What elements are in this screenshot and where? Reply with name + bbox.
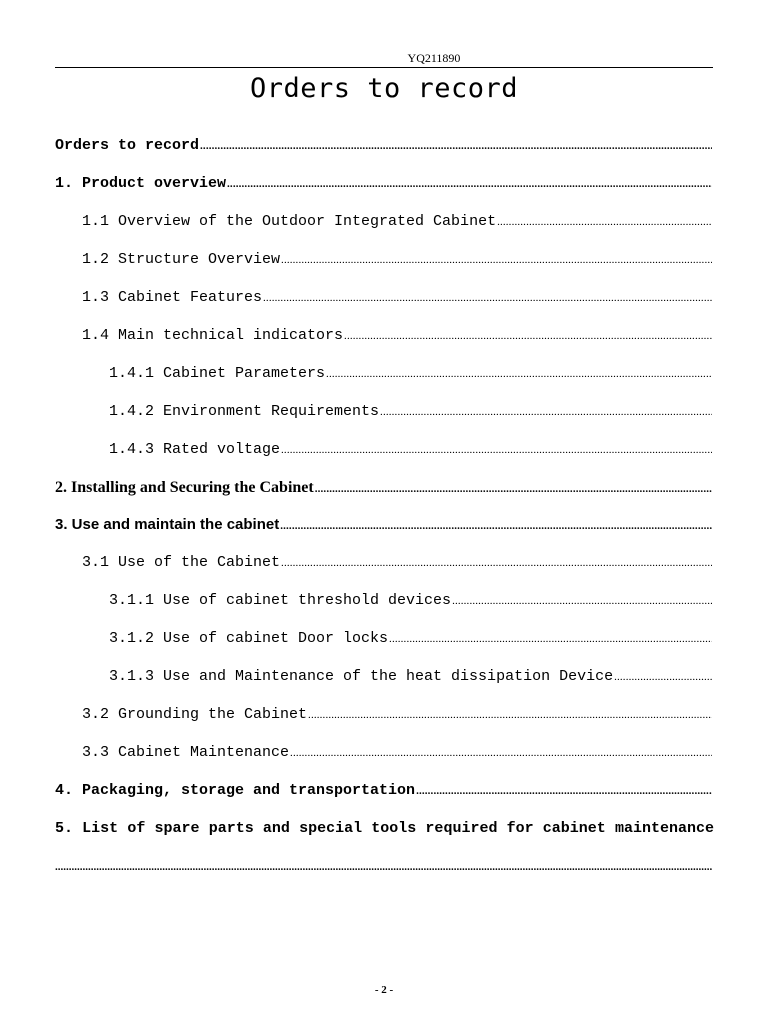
toc-dot-leader — [389, 628, 712, 650]
toc-entry-3-1[interactable] — [82, 552, 712, 574]
toc-entry-1-4-1[interactable] — [109, 363, 712, 385]
toc-dot-leader — [227, 173, 712, 195]
toc-dot-leader — [614, 666, 712, 688]
toc-entry-3-1-2[interactable] — [109, 628, 712, 650]
page-title: Orders to record — [249, 73, 519, 104]
toc-entry-label: 3.2 Grounding the Cabinet — [82, 706, 308, 723]
toc-entry-label: 3. Use and maintain the cabinet — [55, 516, 280, 533]
toc-entry-label: 1.4.1 Cabinet Parameters — [109, 365, 326, 382]
toc-entry-label: 1.2 Structure Overview — [82, 251, 281, 268]
toc-dot-leader — [263, 287, 712, 309]
toc-dot-leader — [281, 439, 712, 461]
toc-entry-1-1[interactable] — [82, 211, 712, 233]
toc-dot-leader — [290, 742, 712, 764]
toc-entry-label: 1.3 Cabinet Features — [82, 289, 263, 306]
toc-dot-leader — [416, 780, 712, 802]
toc-entry-installing-cabinet[interactable] — [55, 477, 712, 499]
toc-dot-leader — [281, 249, 712, 271]
toc-entry-label: 1.4.3 Rated voltage — [109, 441, 281, 458]
toc-entry-1-4[interactable] — [82, 325, 712, 347]
page-number: - 2 - — [374, 984, 394, 996]
toc-entry-1-4-3[interactable] — [109, 439, 712, 461]
toc-entry-label: 3.1.1 Use of cabinet threshold devices — [109, 592, 452, 609]
toc-dot-leader — [281, 552, 712, 574]
toc-entry-1-4-2[interactable] — [109, 401, 712, 423]
toc-dot-leader — [326, 363, 712, 385]
toc-entry-label: 3.1.3 Use and Maintenance of the heat dissipation Device — [109, 668, 614, 685]
toc-dot-leader — [280, 515, 712, 537]
toc-entry-label: Orders to record — [55, 137, 200, 154]
toc-dot-leader — [308, 704, 712, 726]
document-code: YQ211890 — [407, 51, 461, 65]
toc-entry-label: 1.4 Main technical indicators — [82, 327, 344, 344]
toc-entry-3-2[interactable] — [82, 704, 712, 726]
toc-entry-1-2[interactable] — [82, 249, 712, 271]
header-rule — [55, 67, 713, 68]
toc-dot-leader — [200, 135, 712, 157]
toc-entry-label: 3.1 Use of the Cabinet — [82, 554, 281, 571]
toc-entry-label: 2. Installing and Securing the Cabinet — [55, 479, 314, 496]
toc-dot-leader — [452, 590, 712, 612]
toc-dot-leader — [315, 478, 712, 500]
toc-entry-label: 1.1 Overview of the Outdoor Integrated Cabinet — [82, 213, 497, 230]
toc-entry-3-1-1[interactable] — [109, 590, 712, 612]
toc-entry-packaging[interactable] — [55, 780, 712, 802]
toc-entry-label: 3.3 Cabinet Maintenance — [82, 744, 290, 761]
toc-dot-leader — [497, 211, 712, 233]
toc-dot-leader — [55, 856, 712, 878]
toc-entry-use-and-maintain[interactable] — [55, 514, 712, 536]
toc-dot-leader — [344, 325, 712, 347]
toc-entry-label: 4. Packaging, storage and transportation — [55, 782, 416, 799]
toc-entry-label: 5. List of spare parts and special tools required for cabinet maintenance — [55, 820, 714, 837]
toc-entry-1-3[interactable] — [82, 287, 712, 309]
toc-entry-label: 1.4.2 Environment Requirements — [109, 403, 380, 420]
toc-entry-3-1-3[interactable] — [109, 666, 712, 688]
toc-entry-orders-to-record[interactable] — [55, 135, 712, 157]
toc-entry-product-overview[interactable] — [55, 173, 712, 195]
toc-entry-label: 1. Product overview — [55, 175, 227, 192]
toc-dot-leader — [380, 401, 712, 423]
toc-entry-3-3[interactable] — [82, 742, 712, 764]
toc-entry-label: 3.1.2 Use of cabinet Door locks — [109, 630, 389, 647]
